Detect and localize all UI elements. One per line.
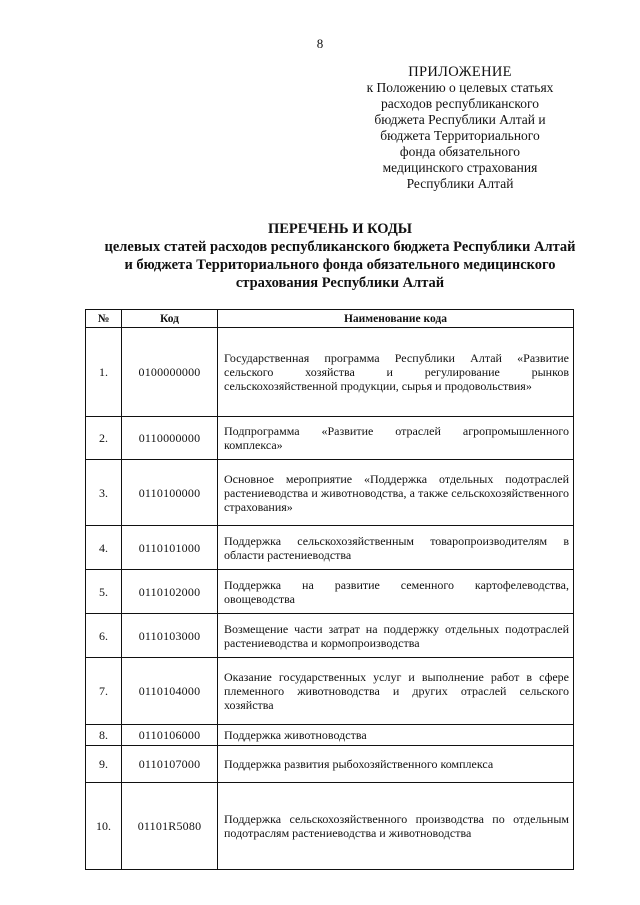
row-name: Основное мероприятие «Поддержка отдельных подотраслей растениеводства и животноводства, а также сельскохозяйственного страхования» bbox=[218, 460, 574, 526]
row-number: 1. bbox=[86, 328, 122, 417]
row-number: 7. bbox=[86, 658, 122, 725]
row-code: 01101R5080 bbox=[122, 783, 218, 870]
row-name: Поддержка развития рыбохозяйственного комплекса bbox=[218, 746, 574, 783]
column-header-code: Код bbox=[122, 310, 218, 328]
table-row bbox=[86, 526, 574, 570]
row-code: 0110101000 bbox=[122, 526, 218, 570]
appendix-line: расходов республиканского bbox=[380, 96, 540, 111]
appendix-line: бюджета Территориального bbox=[380, 128, 540, 143]
row-code: 0110104000 bbox=[122, 658, 218, 725]
column-header-num: № bbox=[86, 310, 122, 328]
table-row bbox=[86, 460, 574, 526]
row-name: Возмещение части затрат на поддержку отдельных подотраслей растениеводства и кормопроизводства bbox=[218, 614, 574, 658]
table-row bbox=[86, 328, 574, 417]
row-name: Государственная программа Республики Алтай «Развитие сельского хозяйства и регулирование рынков сельскохозяйственной продукции, сырья и продовольствия» bbox=[218, 328, 574, 417]
heading-title: ПЕРЕЧЕНЬ И КОДЫ bbox=[267, 221, 413, 237]
row-number: 9. bbox=[86, 746, 122, 783]
row-code: 0110103000 bbox=[122, 614, 218, 658]
appendix-line: фонда обязательного bbox=[399, 144, 521, 159]
heading-subtitle-line: целевых статей расходов республиканского бюджета Республики Алтай bbox=[104, 239, 576, 255]
appendix-title: ПРИЛОЖЕНИЕ bbox=[408, 64, 512, 80]
row-code: 0100000000 bbox=[122, 328, 218, 417]
row-number: 4. bbox=[86, 526, 122, 570]
row-number: 5. bbox=[86, 570, 122, 614]
table-row bbox=[86, 570, 574, 614]
appendix-line: к Положению о целевых статьях bbox=[366, 80, 554, 95]
row-code: 0110106000 bbox=[122, 725, 218, 746]
row-name: Подпрограмма «Развитие отраслей агропромышленного комплекса» bbox=[218, 417, 574, 460]
table-row bbox=[86, 783, 574, 870]
table-row bbox=[86, 417, 574, 460]
appendix-line: бюджета Республики Алтай и bbox=[374, 112, 546, 127]
table-row bbox=[86, 614, 574, 658]
row-number: 3. bbox=[86, 460, 122, 526]
appendix-line: медицинского страхования bbox=[382, 160, 538, 175]
codes-table bbox=[85, 309, 574, 870]
row-code: 0110102000 bbox=[122, 570, 218, 614]
appendix-line: Республики Алтай bbox=[406, 176, 514, 191]
row-name: Поддержка сельскохозяйственным товаропроизводителям в области растениеводства bbox=[218, 526, 574, 570]
row-number: 2. bbox=[86, 417, 122, 460]
heading-subtitle-line: и бюджета Территориального фонда обязательного медицинского bbox=[124, 257, 556, 273]
table-header-row bbox=[86, 310, 574, 328]
row-name: Поддержка сельскохозяйственного производства по отдельным подотраслям растениеводства и животноводства bbox=[218, 783, 574, 870]
row-code: 0110107000 bbox=[122, 746, 218, 783]
table-row bbox=[86, 746, 574, 783]
row-code: 0110100000 bbox=[122, 460, 218, 526]
row-number: 6. bbox=[86, 614, 122, 658]
row-code: 0110000000 bbox=[122, 417, 218, 460]
page-number: 8 bbox=[316, 36, 324, 51]
table-row bbox=[86, 658, 574, 725]
column-header-name: Наименование кода bbox=[218, 310, 574, 328]
row-name: Оказание государственных услуг и выполнение работ в сфере племенного животноводства и других отраслей сельского хозяйства bbox=[218, 658, 574, 725]
document-heading bbox=[60, 220, 620, 292]
appendix-block bbox=[340, 64, 580, 192]
heading-subtitle-line: страхования Республики Алтай bbox=[235, 275, 445, 291]
table-row bbox=[86, 725, 574, 746]
row-name: Поддержка животноводства bbox=[218, 725, 574, 746]
row-number: 8. bbox=[86, 725, 122, 746]
row-name: Поддержка на развитие семенного картофелеводства, овощеводства bbox=[218, 570, 574, 614]
row-number: 10. bbox=[86, 783, 122, 870]
